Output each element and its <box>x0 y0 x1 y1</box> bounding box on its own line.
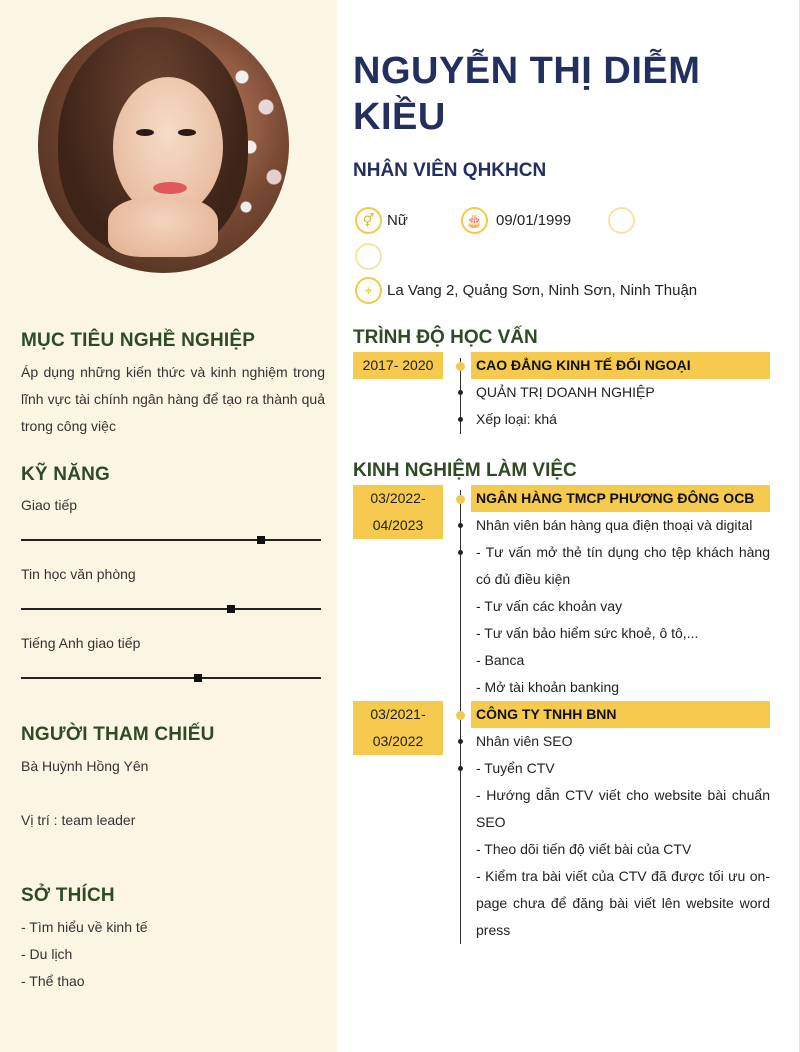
skills-title: KỸ NĂNG <box>21 464 111 485</box>
skill-level-marker <box>227 605 235 613</box>
objective-title: MỤC TIÊU NGHỀ NGHIỆP <box>21 330 256 351</box>
education-period: 2017- 2020 <box>353 352 443 379</box>
job-duty: - Banca <box>476 652 525 668</box>
job-duty: - Kiểm tra bài viết của CTV đã được tối ưu on-page chưa để đăng bài viết lên website word press <box>476 868 770 938</box>
reference-title: NGƯỜI THAM CHIẾU <box>21 724 215 745</box>
job-duty: - Mở tài khoản banking <box>476 679 620 695</box>
job-period: 03/2021- 03/2022 <box>353 701 443 755</box>
address-value: La Vang 2, Quảng Sơn, Ninh Sơn, Ninh Thuận <box>387 282 698 299</box>
job-company: CÔNG TY TNHH BNN <box>471 701 770 728</box>
hobby-item: - Du lịch <box>21 946 73 962</box>
job-period: 03/2022- 04/2023 <box>353 485 443 539</box>
job-company: NGÂN HÀNG TMCP PHƯƠNG ĐÔNG OCB <box>471 485 770 512</box>
cake-icon: 🎂 <box>461 207 488 234</box>
timeline-dot <box>456 362 465 371</box>
hobby-item: - Thể thao <box>21 973 85 989</box>
education-grade: Xếp loại: khá <box>476 411 557 427</box>
hobby-item: - Tìm hiểu về kinh tế <box>21 919 148 935</box>
timeline-dot <box>456 495 465 504</box>
skill-label: Tiếng Anh giao tiếp <box>21 635 141 651</box>
education-major: QUẢN TRỊ DOANH NGHIỆP <box>476 384 655 400</box>
job-title: NHÂN VIÊN QHKHCN <box>353 160 547 181</box>
education-school: CAO ĐẲNG KINH TẾ ĐỐI NGOẠI <box>471 352 770 379</box>
skill-level-marker <box>257 536 265 544</box>
location-icon: ⌖ <box>355 277 382 304</box>
sidebar <box>0 0 337 1052</box>
timeline-dot <box>456 711 465 720</box>
skill-bar <box>21 539 321 541</box>
job-duty: - Tuyển CTV <box>476 760 555 776</box>
job-duty: - Tư vấn các khoản vay <box>476 598 623 614</box>
reference-person: Bà Huỳnh Hồng Yên <box>21 758 149 774</box>
phone-icon <box>608 207 635 234</box>
job-duty: - Theo dõi tiến độ viết bài của CTV <box>476 841 692 857</box>
job-duty: - Tư vấn mở thẻ tín dụng cho tệp khách hàng có đủ điều kiện <box>476 544 770 587</box>
job-position: Nhân viên SEO <box>476 733 573 749</box>
education-title: TRÌNH ĐỘ HỌC VẤN <box>353 327 538 348</box>
skill-label: Giao tiếp <box>21 497 78 513</box>
full-name: NGUYỄN THỊ DIỄM KIỀU <box>353 50 701 138</box>
gender-value: Nữ <box>387 212 408 229</box>
birthdate-value: 09/01/1999 <box>496 212 572 229</box>
gender-icon: ⚥ <box>355 207 382 234</box>
job-duty: - Hướng dẫn CTV viết cho website bài chuẩn SEO <box>476 787 770 830</box>
job-duty: - Tư vấn bảo hiểm sức khoẻ, ô tô,... <box>476 625 699 641</box>
experience-title: KINH NGHIỆM LÀM VIỆC <box>353 460 577 481</box>
skill-bar <box>21 677 321 679</box>
objective-text: Áp dụng những kiến thức và kinh nghiệm trong lĩnh vực tài chính ngân hàng để tạo ra thành quả trong công việc <box>21 364 325 434</box>
skill-label: Tin học văn phòng <box>21 566 136 582</box>
email-icon <box>355 243 382 270</box>
job-position: Nhân viên bán hàng qua điện thoại và digital <box>476 517 753 533</box>
skill-level-marker <box>194 674 202 682</box>
profile-photo <box>38 17 289 273</box>
hobbies-title: SỞ THÍCH <box>21 885 115 906</box>
skill-bar <box>21 608 321 610</box>
reference-position: Vị trí : team leader <box>21 812 136 828</box>
